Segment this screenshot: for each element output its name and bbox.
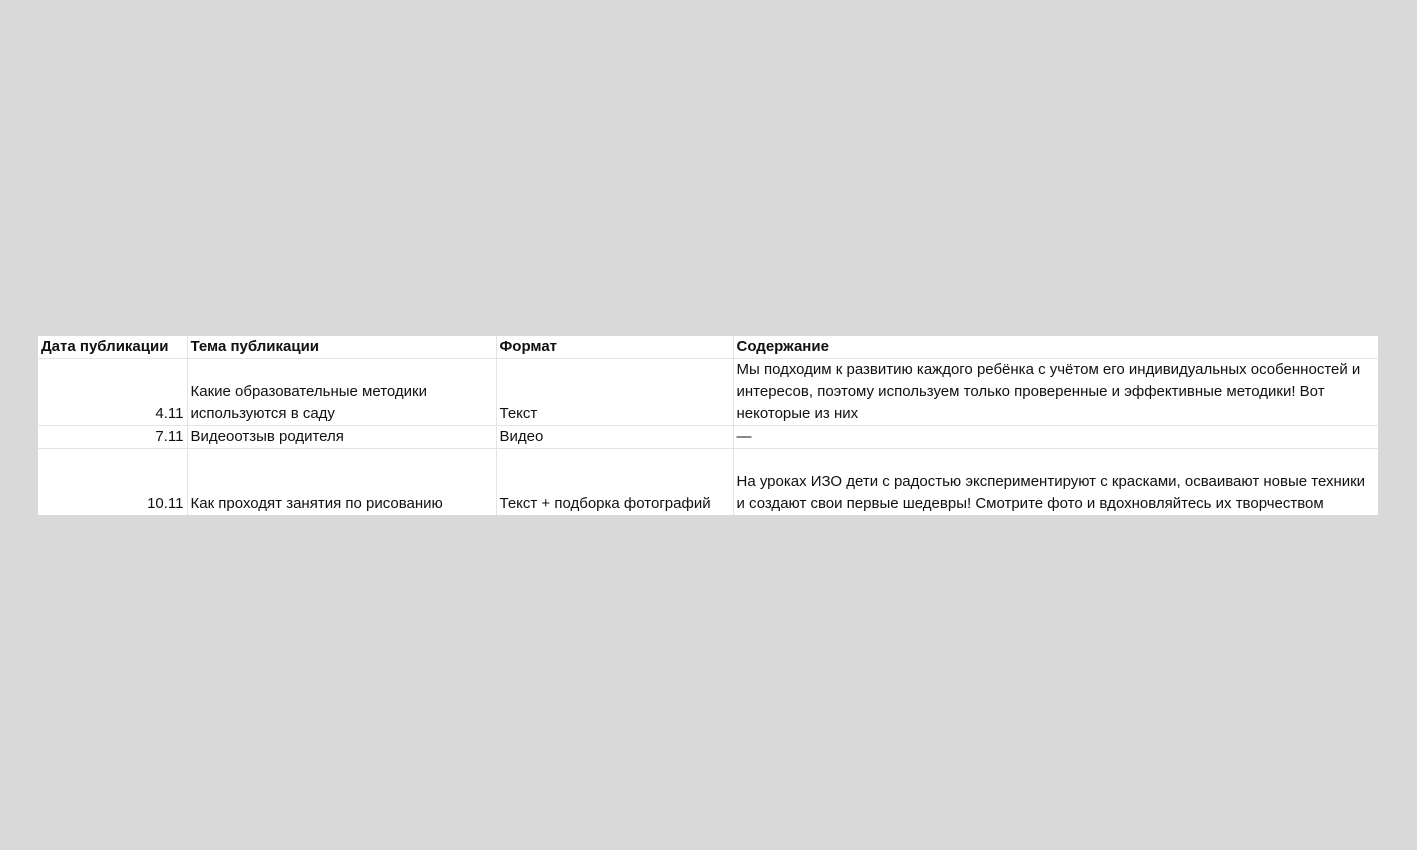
cell-content[interactable]: На уроках ИЗО дети с радостью экспериментируют с красками, осваивают новые техники и создают свои первые шедевры! Смотрите фото и вдохновляйтесь их творчеством: [736, 473, 1366, 512]
cell-content[interactable]: —: [733, 426, 1378, 449]
cell-content[interactable]: Мы подходим к развитию каждого ребёнка с учётом его индивидуальных особенностей и интересов, поэтому используем только проверенные и эффективные методики! Вот некоторые из них: [733, 359, 1378, 426]
cell-topic[interactable]: Видеоотзыв родителя: [187, 426, 496, 449]
header-format[interactable]: Формат: [496, 336, 733, 359]
cell-format[interactable]: Видео: [496, 426, 733, 449]
cell-date[interactable]: 10.11: [38, 449, 187, 516]
header-date[interactable]: Дата публикации: [38, 336, 187, 359]
header-topic[interactable]: Тема публикации: [187, 336, 496, 359]
cell-topic[interactable]: Какие образовательные методики используются в саду: [187, 359, 496, 426]
header-content[interactable]: Содержание: [733, 336, 1378, 359]
cell-format[interactable]: Текст + подборка фотографий: [496, 449, 733, 516]
publication-plan-sheet: [38, 336, 1378, 515]
table-row: [38, 449, 1378, 516]
table-row: [38, 359, 1378, 426]
table-row: [38, 426, 1378, 449]
cell-date[interactable]: 4.11: [38, 359, 187, 426]
cell-format[interactable]: Текст: [496, 359, 733, 426]
cell-topic[interactable]: Как проходят занятия по рисованию: [187, 449, 496, 516]
header-row: [38, 336, 1378, 359]
publication-plan-table: [38, 336, 1378, 515]
cell-date[interactable]: 7.11: [38, 426, 187, 449]
